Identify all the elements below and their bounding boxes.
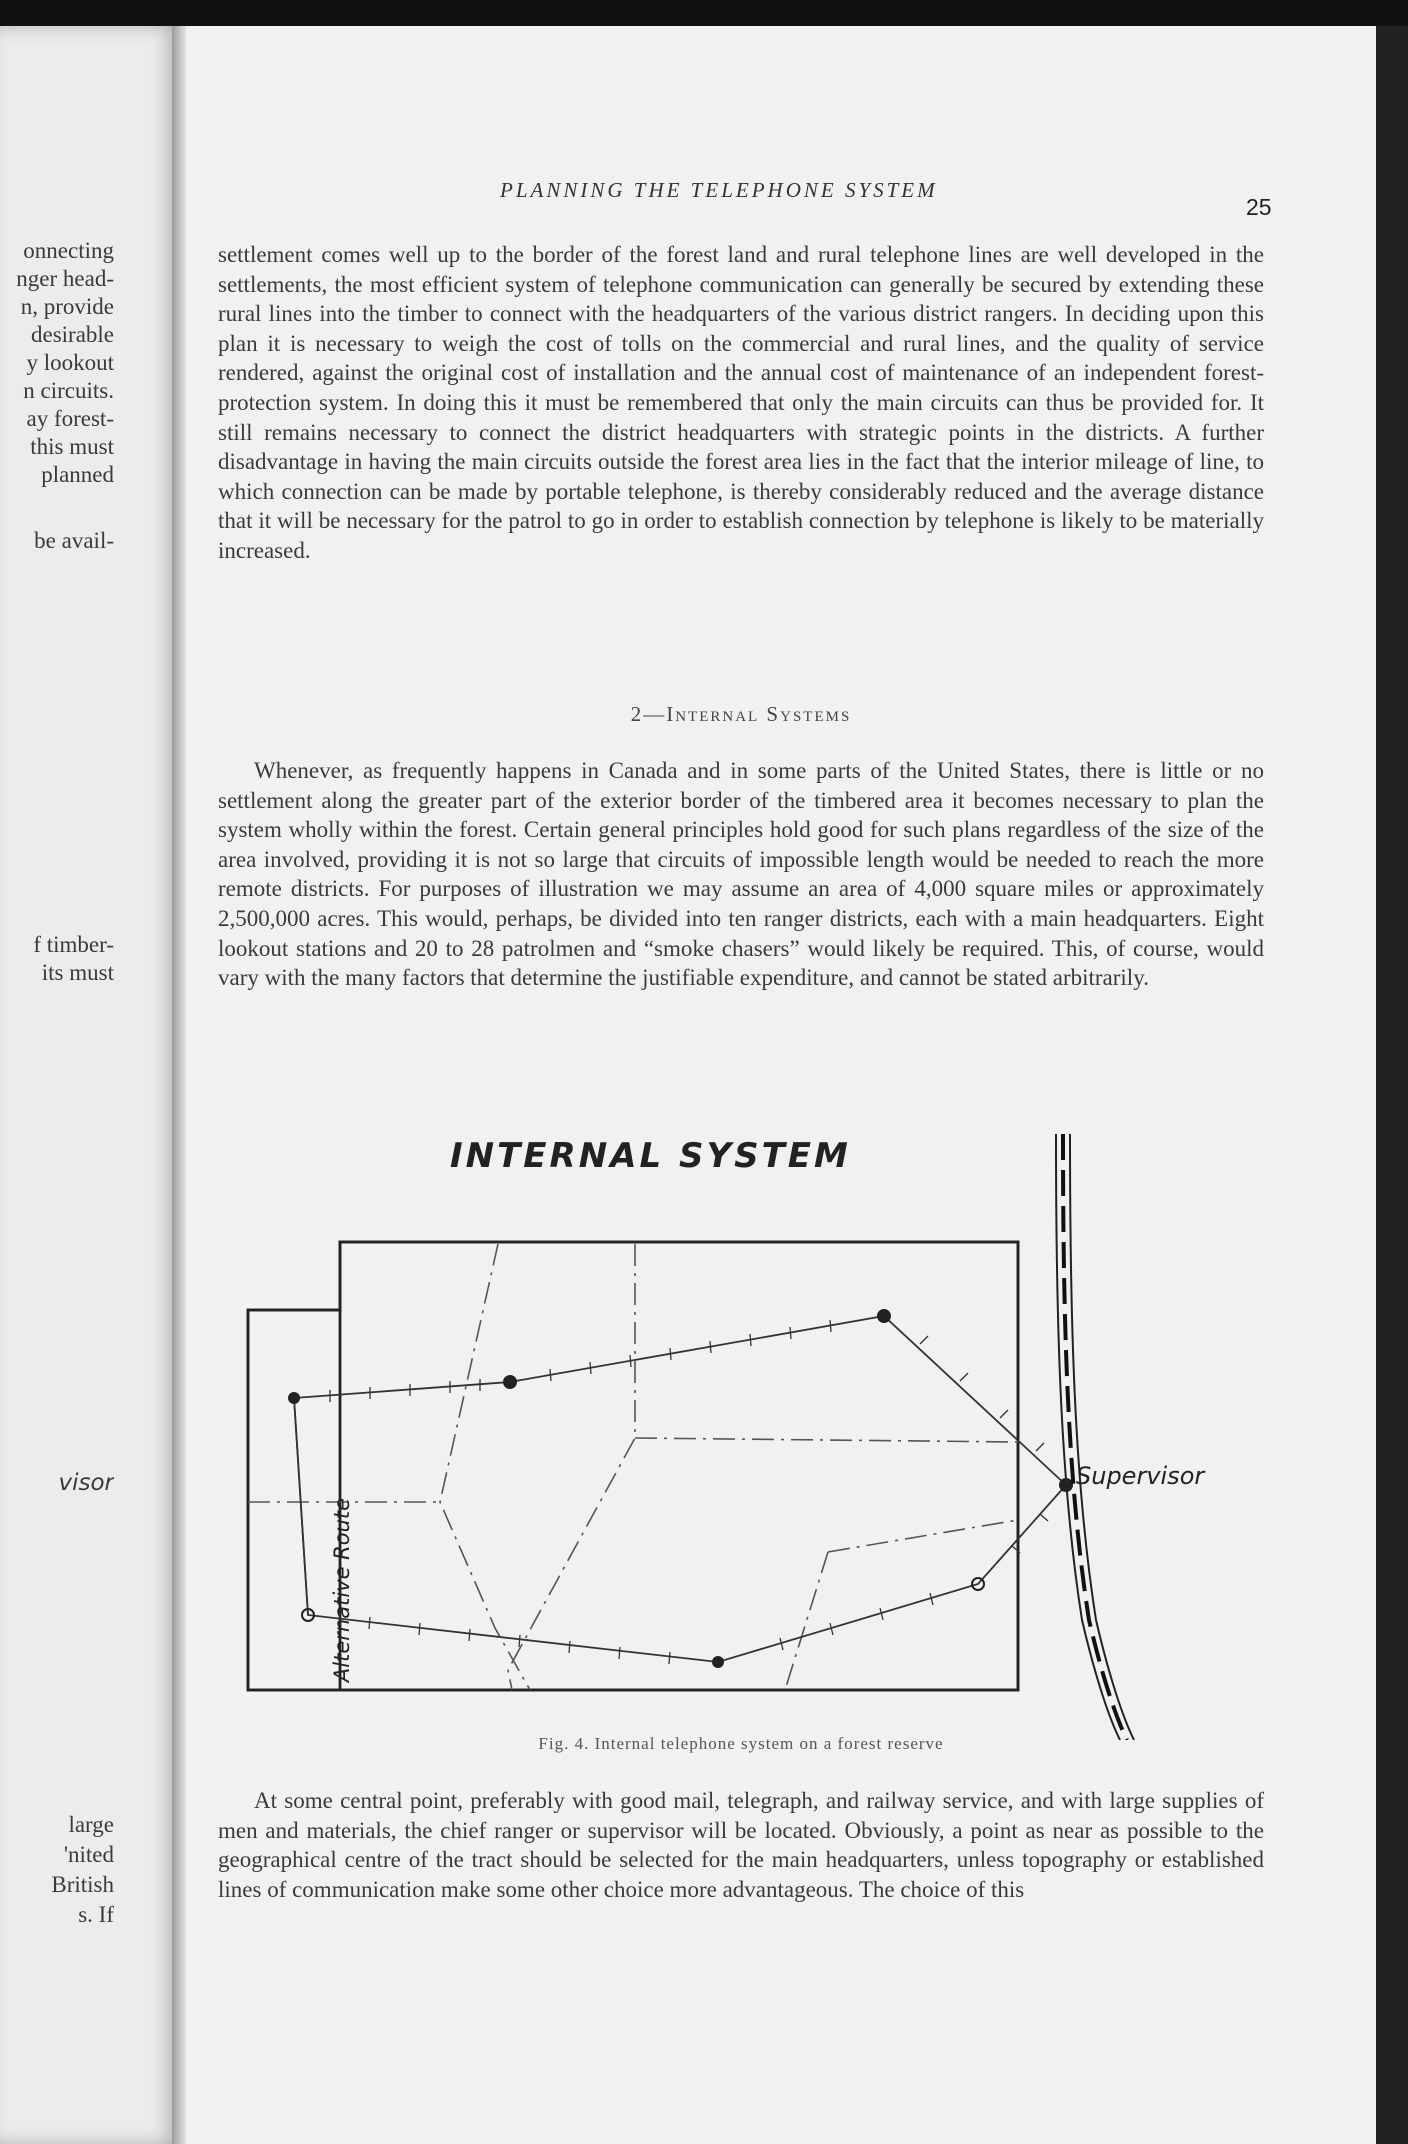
left-page-fragment: this must xyxy=(30,434,114,459)
left-page-fragment: nger head- xyxy=(16,266,114,291)
internal-system-diagram xyxy=(230,1120,1240,1740)
left-page-fragment: onnecting xyxy=(23,238,114,263)
internal-system-figure xyxy=(230,1120,1240,1760)
scan-right-border xyxy=(1376,26,1408,2144)
left-page-fragment: f timber- xyxy=(33,932,114,957)
station-north xyxy=(503,1375,517,1389)
circuit-ticks xyxy=(330,1320,1048,1664)
paragraph-continuation: settlement comes well up to the border of the forest land and rural telephone lines are well developed in the settlements, the most efficient system of telephone communication can generally be secured by extending these rural lines into the timber to connect with the headquarters of the various district rangers. In deciding upon this plan it is necessary to weigh the cost of tolls on the commercial and rural lines, and the quality of service rendered, against the original cost of installation and the annual cost of maintenance of an independent forest-protection system. In doing this it must be remembered that only the main circuits can thus be provided for. It still remains necessary to connect the district headquarters with strategic points in the districts. A further disadvantage in having the main circuits outside the forest area lies in the fact that the interior mileage of line, to which connection can be made by portable telephone, is thereby considerably reduced and the average distance that it will be necessary for the patrol to go in order to establish connection by telephone is likely to be materially increased. xyxy=(218,242,1264,563)
diagram-title: INTERNAL SYSTEM xyxy=(450,1136,851,1176)
left-page-fragment: planned xyxy=(41,462,114,487)
left-page-fragment: 'nited xyxy=(63,1842,114,1867)
left-page xyxy=(0,26,178,2144)
left-page-fragment: British xyxy=(51,1872,114,1897)
railway-centre-dash xyxy=(1063,1134,1127,1740)
left-page-fragment: s. If xyxy=(78,1902,114,1927)
district-line-3 xyxy=(635,1438,1018,1442)
paragraph-internal-systems: Whenever, as frequently happens in Canada and in some parts of the United States, there is little or no settlement along the greater part of the exterior border of the timbered area it becomes necessary to plan the system wholly within the forest. Certain general principles hold good for such plans regardless of the size of the area involved, providing it is not so large that circuits of impossible length would be needed to reach the more remote districts. For purposes of illustration we may assume an area of 4,000 square miles or approximately 2,500,000 acres. This would, perhaps, be divided into ten ranger districts, each with a main headquarters. Eight lookout stations and 20 to 28 patrolmen and “smoke chasers” would likely be required. This, of course, would vary with the many factors that determine the justifiable expenditure, and cannot be stated arbitrarily. xyxy=(218,758,1264,991)
railway-rail-right xyxy=(1070,1134,1134,1740)
left-page-fragment: n circuits. xyxy=(23,378,114,403)
railway-line xyxy=(1056,1134,1134,1740)
district-line-5 xyxy=(828,1520,1018,1552)
left-page-fragment: large xyxy=(68,1812,114,1837)
district-boundaries xyxy=(248,1244,1018,1690)
left-page-fragment: be avail- xyxy=(34,528,114,553)
supervisor-label: Supervisor xyxy=(1076,1462,1205,1490)
page-number: 25 xyxy=(1246,194,1272,220)
district-line-6 xyxy=(785,1552,828,1690)
forest-boundary xyxy=(248,1242,1018,1690)
district-line-1 xyxy=(440,1244,530,1690)
scan-top-border xyxy=(0,0,1408,26)
station-west-top xyxy=(288,1392,300,1404)
figure-caption: Fig. 4. Internal telephone system on a forest reserve xyxy=(538,1734,944,1753)
left-page-fragment: desirable xyxy=(30,322,114,347)
station-markers xyxy=(288,1309,1073,1668)
section-heading: 2—Internal Systems xyxy=(630,702,852,726)
alternative-route-line xyxy=(294,1398,308,1615)
running-head: PLANNING THE TELEPHONE SYSTEM xyxy=(500,178,938,202)
forest-boundary-outline xyxy=(248,1242,1018,1690)
station-northeast xyxy=(877,1309,891,1323)
left-page-fragment: n, provide xyxy=(20,294,114,319)
circuit-line xyxy=(294,1316,1066,1662)
left-page-fragment: ay forest- xyxy=(26,406,114,431)
railway-rail-left xyxy=(1056,1134,1120,1740)
alternative-route-label: Alternative Route xyxy=(330,1497,354,1683)
paragraph-central-point: At some central point, preferably with good mail, telegraph, and railway service, and with large supplies of men and materials, the chief ranger or supervisor will be located. Obviously, a point as near as possible to the geographical centre of the tract should be selected for the main headquarters, unless topography or established lines of communication make some other choice more advantageous. The choice of this xyxy=(218,1788,1264,1902)
main-circuit xyxy=(294,1316,1066,1662)
left-page-fragment: y lookout xyxy=(26,350,114,375)
left-page-fragment: visor xyxy=(58,1470,114,1496)
station-south xyxy=(712,1656,724,1668)
district-line-2 xyxy=(508,1244,635,1690)
left-page-fragment: its must xyxy=(41,960,114,985)
